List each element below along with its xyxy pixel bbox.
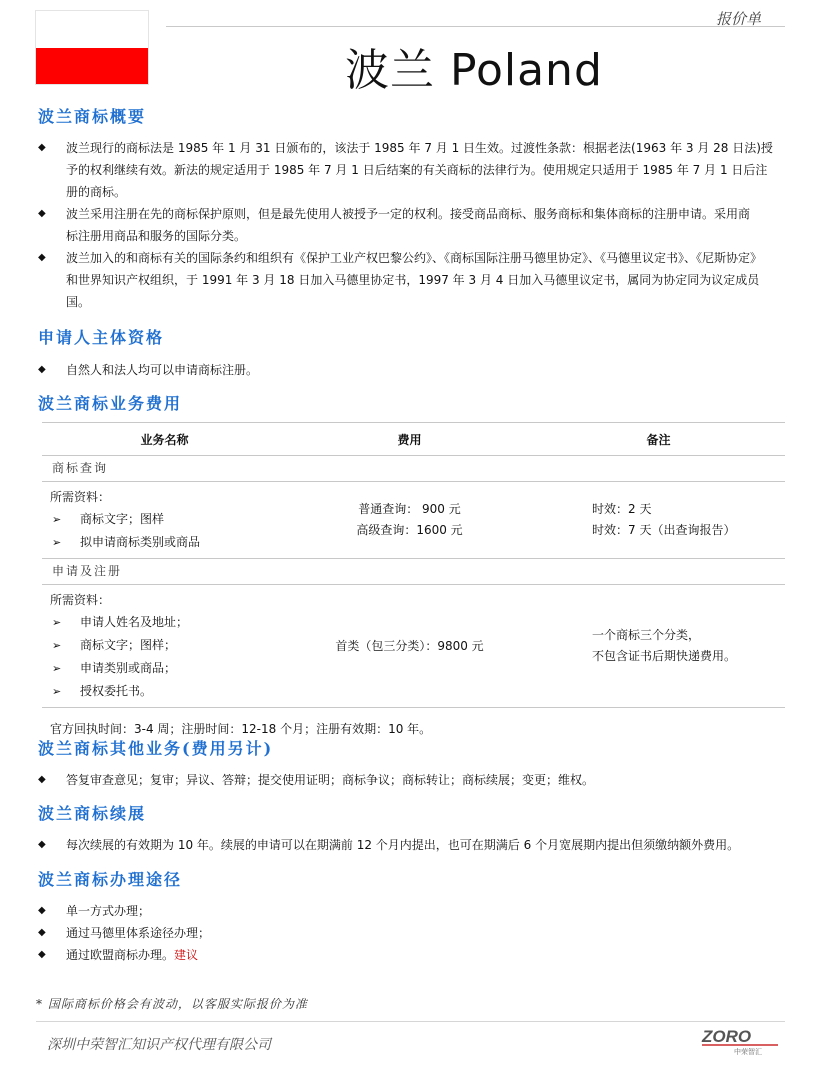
diamond-bullet-icon: ◆ xyxy=(38,949,46,960)
bullet-line: 答复审查意见；复审；异议、答辩；提交使用证明；商标争议；商标转让；商标续展；变更；维权。 xyxy=(66,773,595,787)
fee-line: 高级查询：1600 元 xyxy=(356,523,463,537)
column-header: 业务名称 xyxy=(140,432,189,447)
fee-table xyxy=(42,422,785,750)
bullet-line: 波兰加入的和商标有关的国际条约和组织有《保护工业产权巴黎公约》、《商标国际注册马德里协定》、《马德里议定书》、《尼斯协定》 xyxy=(66,251,763,265)
bullet-line: 予的权利继续有效。新法的规定适用于 1985 年 7 月 1 日后结案的有关商标的法律行为。使用规定只适用于 1985 年 7 月 1 日后注 xyxy=(66,163,768,177)
bullet-line: 波兰采用注册在先的商标保护原则，但是最先使用人被授予一定的权利。接受商品商标、服务商标和集体商标的注册申请。采用商 xyxy=(66,207,751,221)
material-item: ➢ 拟申请商标类别或商品 xyxy=(50,531,287,554)
note-line: 时效：7 天（出查询报告） xyxy=(592,523,736,537)
column-header: 备注 xyxy=(646,432,671,447)
flag-red-band xyxy=(36,48,148,84)
list-item xyxy=(38,137,783,203)
bullet-line: 自然人和法人均可以申请商标注册。 xyxy=(66,363,259,377)
bullet-line: 单一方式办理； xyxy=(66,904,151,918)
fee-cell xyxy=(287,636,532,657)
fee-cell xyxy=(287,499,532,541)
material-item: ➢ 申请人姓名及地址； xyxy=(50,611,287,634)
diamond-bullet-icon: ◆ xyxy=(38,927,46,938)
materials-label: 所需资料： xyxy=(50,593,111,607)
fee-line: 首类（包三分类）：9800 元 xyxy=(335,638,484,653)
eligibility-bullets xyxy=(38,359,783,381)
diamond-bullet-icon: ◆ xyxy=(38,839,46,850)
material-item: ➢ 授权委托书。 xyxy=(50,680,287,703)
arrow-bullet-icon: ➢ xyxy=(52,639,62,652)
list-item xyxy=(38,922,783,944)
table-header xyxy=(42,423,785,455)
suggest-label: 建议 xyxy=(174,948,199,962)
arrow-bullet-icon: ➢ xyxy=(52,662,62,675)
materials-cell xyxy=(42,482,287,558)
price-disclaimer: * 国际商标价格会有波动，以客服实际报价为准 xyxy=(36,997,308,1011)
bullet-line: 波兰现行的商标法是 1985 年 1 月 31 日颁布的，该法于 1985 年 7 月 1 日生效。过渡性条款：根据老法(1963 年 3 月 28 日法)授 xyxy=(66,141,773,155)
logo-sub: 中荣智汇 xyxy=(734,1048,762,1056)
category-row: 申请及注册 xyxy=(52,564,123,578)
bullet-line: 国。 xyxy=(66,295,91,309)
section-title-eligibility: 申请人主体资格 xyxy=(38,328,165,347)
section-title-fees: 波兰商标业务费用 xyxy=(38,394,183,413)
list-item xyxy=(38,900,783,922)
note-line: 时效：2 天 xyxy=(592,502,652,516)
routes-bullets xyxy=(38,900,783,966)
bullet-line xyxy=(66,944,783,966)
bullet-line: 册的商标。 xyxy=(66,185,127,199)
section-title-routes: 波兰商标办理途径 xyxy=(38,870,183,889)
diamond-bullet-icon: ◆ xyxy=(38,364,46,375)
bullet-line: 每次续展的有效期为 10 年。续展的申请可以在期满前 12 个月内提出，也可在期满后 6 个月宽展期内提出但须缴纳额外费用。 xyxy=(66,838,740,852)
quote-label: 报价单 xyxy=(715,10,761,28)
column-header: 费用 xyxy=(397,432,422,447)
list-item xyxy=(38,203,783,247)
material-item: ➢ 申请类别或商品； xyxy=(50,657,287,680)
page-title: 波兰 Poland xyxy=(345,45,603,96)
header-divider xyxy=(166,26,785,27)
zoro-logo xyxy=(700,1025,780,1057)
footer-divider xyxy=(36,1021,785,1022)
bullet-line: 和世界知识产权组织，于 1991 年 3 月 18 日加入马德里协定书，1997 年 3 月 4 日加入马德里议定书，属同为协定同为议定成员 xyxy=(66,273,760,287)
poland-flag xyxy=(35,10,149,85)
route-text: 通过欧盟商标办理。 xyxy=(66,948,175,962)
diamond-bullet-icon: ◆ xyxy=(38,208,46,219)
category-row: 商标查询 xyxy=(52,461,109,475)
logo-text: ZORO xyxy=(702,1027,752,1046)
list-item xyxy=(38,359,783,381)
note-cell xyxy=(532,499,785,541)
flag-white-band xyxy=(36,11,148,48)
materials-cell xyxy=(42,585,287,707)
bullet-line: 标注册用商品和服务的国际分类。 xyxy=(66,229,247,243)
materials-label: 所需资料： xyxy=(50,490,111,504)
company-name: 深圳中荣智汇知识产权代理有限公司 xyxy=(47,1037,271,1053)
other-bullets xyxy=(38,769,783,791)
diamond-bullet-icon: ◆ xyxy=(38,252,46,263)
material-item: ➢ 商标文字；图样 xyxy=(50,508,287,531)
list-item xyxy=(38,944,783,966)
overview-bullets xyxy=(38,137,783,313)
note-line: 不包含证书后期快递费用。 xyxy=(592,649,737,663)
renewal-bullets xyxy=(38,834,783,856)
arrow-bullet-icon: ➢ xyxy=(52,685,62,698)
section-title-renewal: 波兰商标续展 xyxy=(38,804,147,823)
bullet-line: 通过马德里体系途径办理； xyxy=(66,926,211,940)
arrow-bullet-icon: ➢ xyxy=(52,536,62,549)
list-item xyxy=(38,769,783,791)
diamond-bullet-icon: ◆ xyxy=(38,142,46,153)
list-item xyxy=(38,834,783,856)
section-title-overview: 波兰商标概要 xyxy=(38,107,147,126)
table-row xyxy=(42,585,785,707)
diamond-bullet-icon: ◆ xyxy=(38,905,46,916)
arrow-bullet-icon: ➢ xyxy=(52,616,62,629)
diamond-bullet-icon: ◆ xyxy=(38,774,46,785)
arrow-bullet-icon: ➢ xyxy=(52,513,62,526)
timeline-note: 官方回执时间：3-4 周；注册时间：12-18 个月；注册有效期：10 年。 xyxy=(50,722,432,736)
note-line: 一个商标三个分类， xyxy=(592,628,701,642)
fee-line: 普通查询： 900 元 xyxy=(358,502,461,516)
material-item: ➢ 商标文字；图样； xyxy=(50,634,287,657)
list-item xyxy=(38,247,783,313)
section-title-other: 波兰商标其他业务(费用另计) xyxy=(38,739,274,758)
note-cell xyxy=(532,625,785,667)
table-row xyxy=(42,482,785,558)
